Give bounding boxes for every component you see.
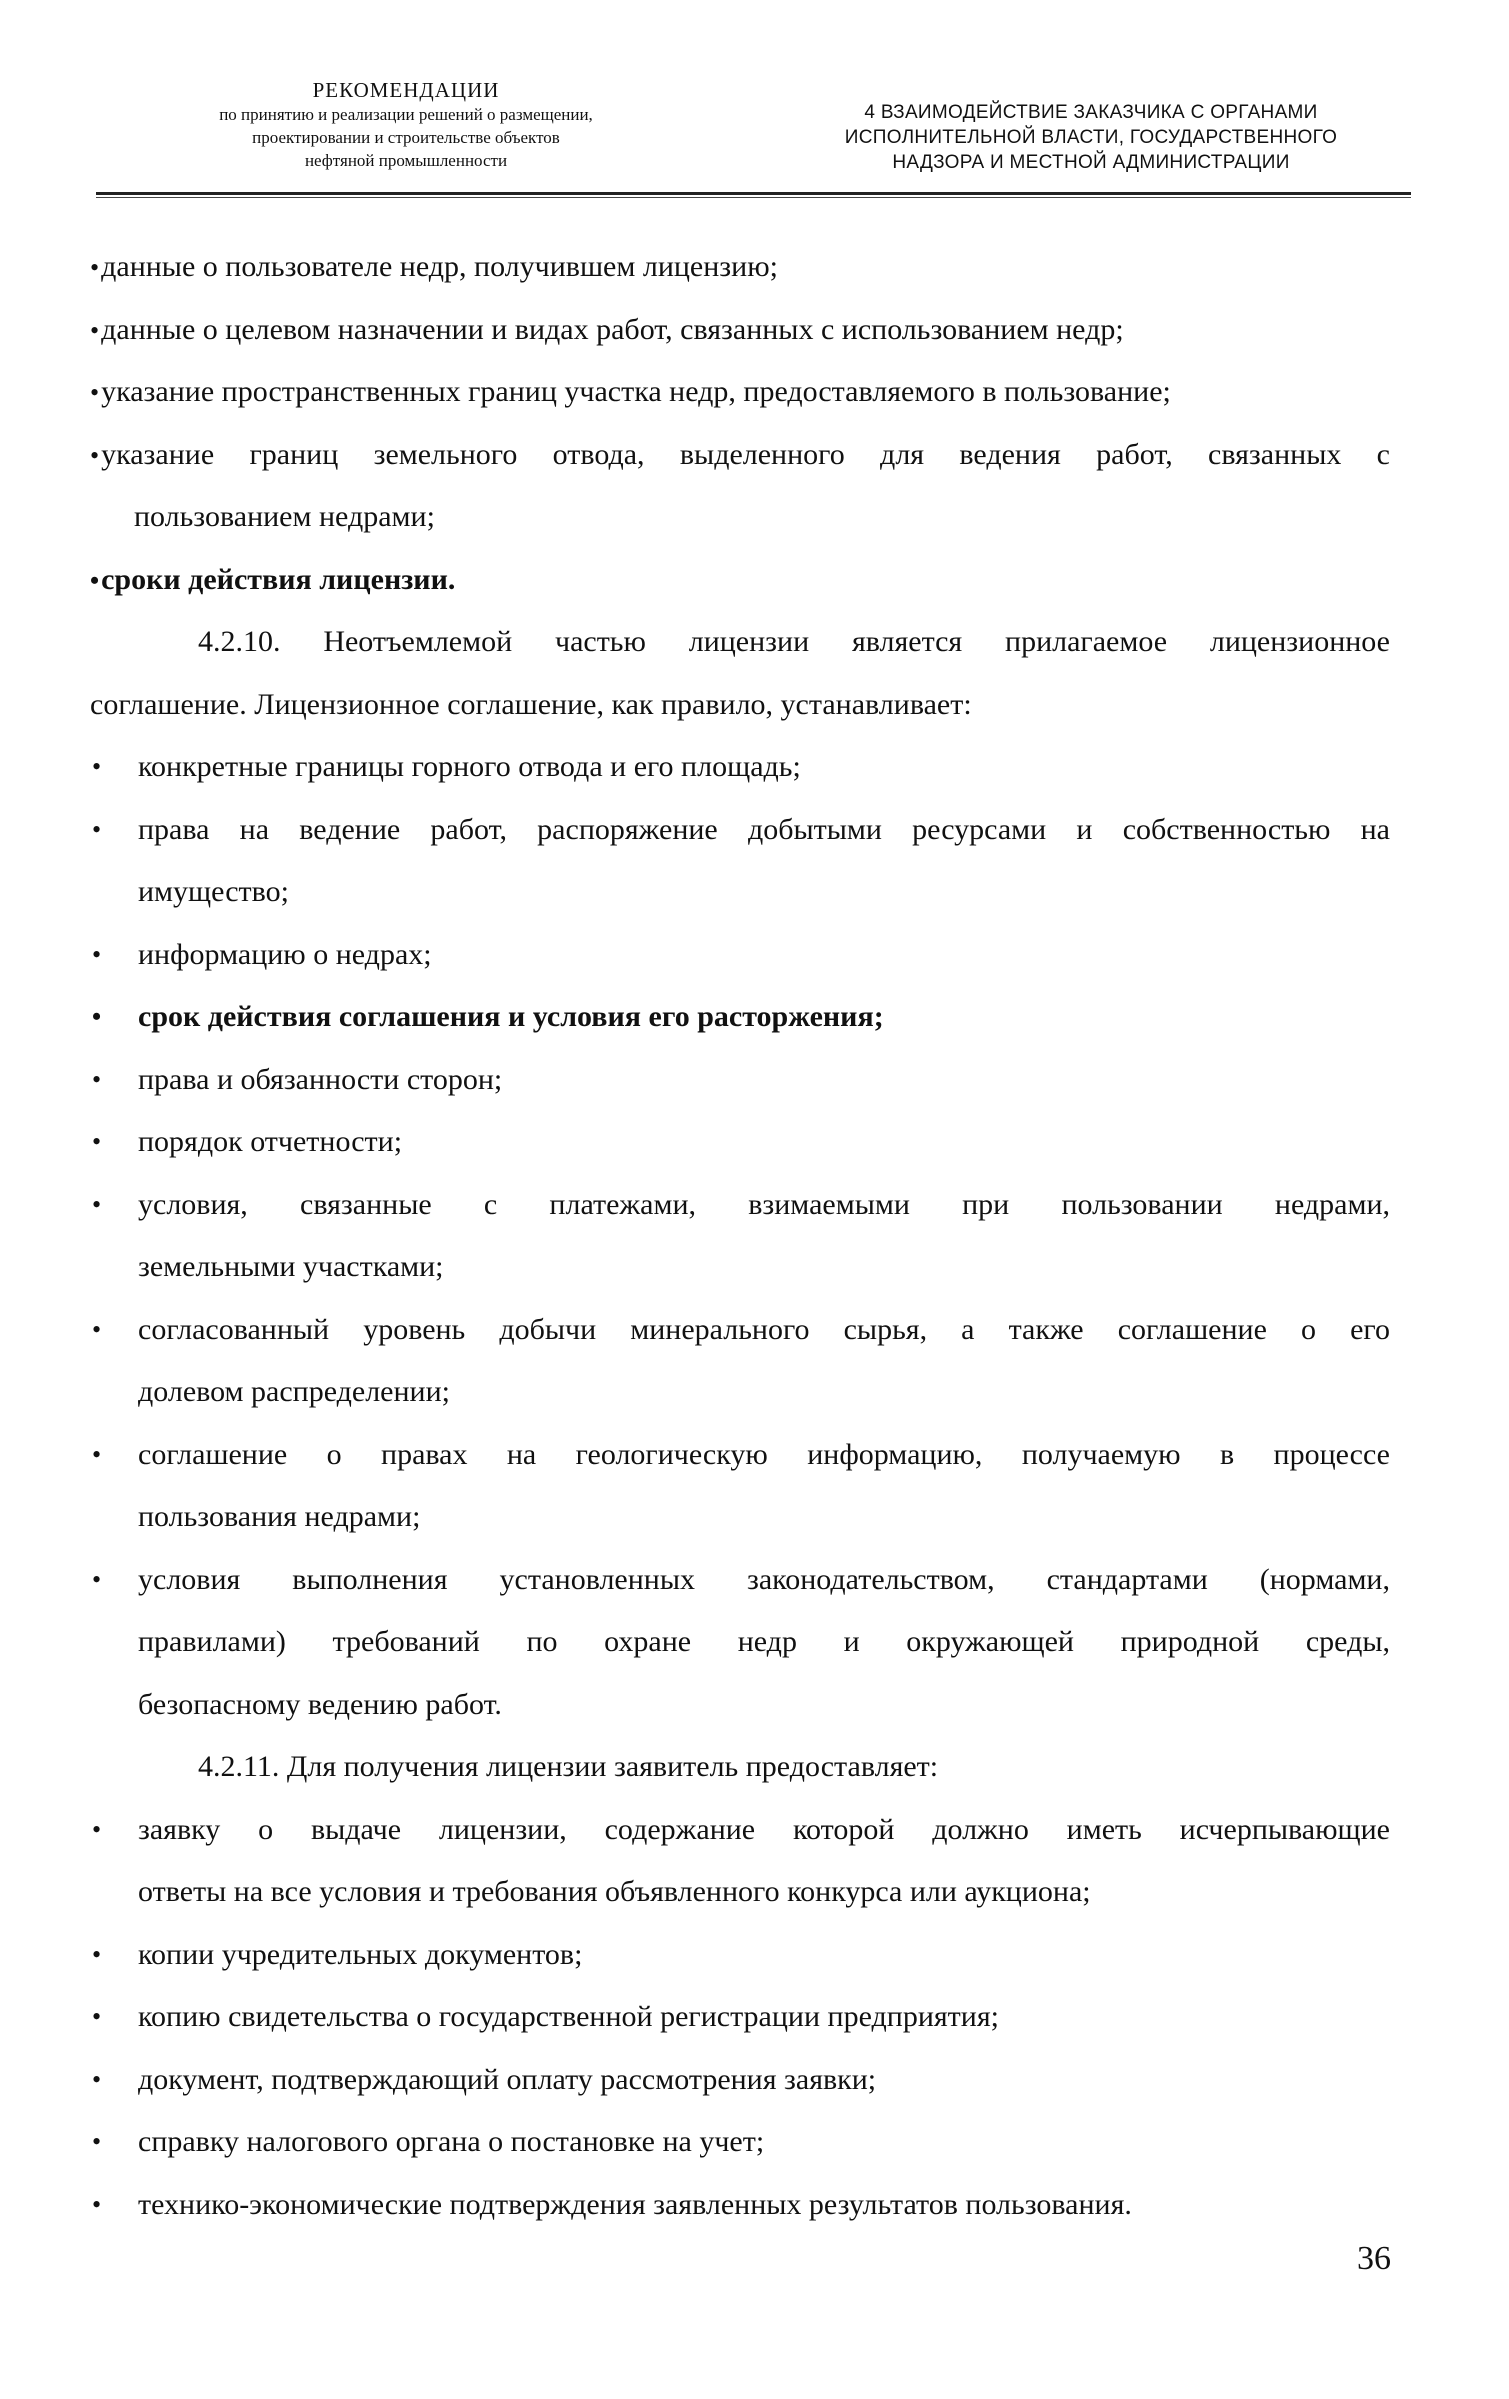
list-item: •сроки действия лицензии. <box>90 562 456 596</box>
paragraph-4-2-11: 4.2.11. Для получения лицензии заявитель предоставляет: <box>198 1750 939 1783</box>
paragraph-4-2-10: 4.2.10. Неотъемлемой частью лицензии является прилагаемое лицензионное <box>198 625 1390 658</box>
list-item: • технико-экономические подтверждения заявленных результатов пользования. <box>90 2174 1390 2237</box>
list-item-continuation: имущество; <box>138 875 289 908</box>
bullet-icon: • <box>90 315 100 345</box>
bullet-icon: • <box>92 2127 102 2156</box>
paragraph-continuation: соглашение. Лицензионное соглашение, как правило, устанавливает: <box>90 687 972 721</box>
bullet-icon: • <box>92 1814 102 1844</box>
header-right-block <box>771 100 1411 175</box>
list-item: •указание границ земельного отвода, выделенного для ведения работ, связанных с <box>90 437 1390 471</box>
bullet-icon: • <box>92 1189 102 1219</box>
bullet-icon: • <box>92 2064 102 2094</box>
header-left-block <box>96 78 716 172</box>
header-section-title: НАДЗОРА И МЕСТНОЙ АДМИНИСТРАЦИИ <box>892 152 1290 173</box>
header-section-title: 4 ВЗАИМОДЕЙСТВИЕ ЗАКАЗЧИКА С ОРГАНАМИ <box>864 102 1318 123</box>
bullet-icon: • <box>92 1564 102 1594</box>
bullet-icon: • <box>92 939 102 969</box>
bullet-icon: • <box>92 1064 102 1094</box>
list-item: • срок действия соглашения и условия его расторжения; <box>90 986 1390 1049</box>
bullet-icon: • <box>90 378 100 407</box>
list-item-continuation: земельными участками; <box>138 1250 444 1283</box>
list-item-continuation: безопасному ведению работ. <box>138 1687 502 1721</box>
list-item-continuation: правилами) требований по охране недр и окружающей природной среды, <box>138 1625 1390 1658</box>
list-item-continuation: долевом распределении; <box>138 1375 450 1408</box>
list-item: • порядок отчетности; <box>90 1111 1390 1174</box>
header-divider <box>96 192 1411 195</box>
page-number: 36 <box>1357 2240 1391 2277</box>
page-body <box>90 236 1390 2236</box>
list-item: • информацию о недрах; <box>90 924 1390 987</box>
header-left-title: РЕКОМЕНДАЦИИ <box>312 78 500 102</box>
bullet-icon: • <box>92 1127 102 1156</box>
header-section-title: ИСПОЛНИТЕЛЬНОЙ ВЛАСТИ, ГОСУДАРСТВЕННОГО <box>844 127 1338 148</box>
header-left-line: проектировании и строительстве объектов <box>252 128 560 147</box>
list-item: • копию свидетельства о государственной регистрации предприятия; <box>90 1986 1390 2049</box>
list-item: • права на ведение работ, распоряжение добытыми ресурсами и собственностью на <box>90 799 1390 862</box>
list-item: • права и обязанности сторон; <box>90 1049 1390 1112</box>
bullet-icon: • <box>92 752 102 781</box>
list-item: •данные о целевом назначении и видах работ, связанных с использованием недр; <box>90 312 1124 346</box>
bullet-icon: • <box>90 440 100 470</box>
header-left-line: по принятию и реализации решений о размещении, <box>219 105 593 124</box>
list-item: • согласованный уровень добычи минерального сырья, а также соглашение о его <box>90 1299 1390 1362</box>
list-item: • соглашение о правах на геологическую информацию, получаемую в процессе <box>90 1424 1390 1487</box>
list-item: • документ, подтверждающий оплату рассмотрения заявки; <box>90 2049 1390 2112</box>
list-item: •указание пространственных границ участка недр, предоставляемого в пользование; <box>90 375 1171 408</box>
bullet-icon: • <box>92 2002 102 2031</box>
list-item: • справку налогового органа о постановке на учет; <box>90 2111 1390 2174</box>
list-item: • копии учредительных документов; <box>90 1924 1390 1987</box>
running-header <box>96 78 1411 196</box>
bullet-icon: • <box>92 1002 102 1031</box>
list-item: • условия, связанные с платежами, взимаемыми при пользовании недрами, <box>90 1174 1390 1237</box>
list-item-continuation: пользования недрами; <box>138 1500 421 1533</box>
list-item: • заявку о выдаче лицензии, содержание которой должно иметь исчерпывающие <box>90 1799 1390 1862</box>
bullet-icon: • <box>92 814 102 844</box>
bullet-icon: • <box>92 2189 102 2219</box>
list-item: •данные о пользователе недр, получившем лицензию; <box>90 250 778 283</box>
list-item: • конкретные границы горного отвода и его площадь; <box>90 736 1390 799</box>
list-item-continuation: ответы на все условия и требования объявленного конкурса или аукциона; <box>138 1875 1091 1908</box>
list-item: • условия выполнения установленных законодательством, стандартами (нормами, <box>90 1549 1390 1612</box>
bullet-icon: • <box>92 1314 102 1344</box>
bullet-icon: • <box>90 253 100 282</box>
bullet-icon: • <box>92 1439 102 1469</box>
bullet-icon: • <box>90 565 100 595</box>
list-item-continuation: пользованием недрами; <box>134 500 435 533</box>
header-left-line: нефтяной промышленности <box>304 151 508 170</box>
bullet-icon: • <box>92 1939 102 1969</box>
header-divider-thin <box>96 197 1411 198</box>
